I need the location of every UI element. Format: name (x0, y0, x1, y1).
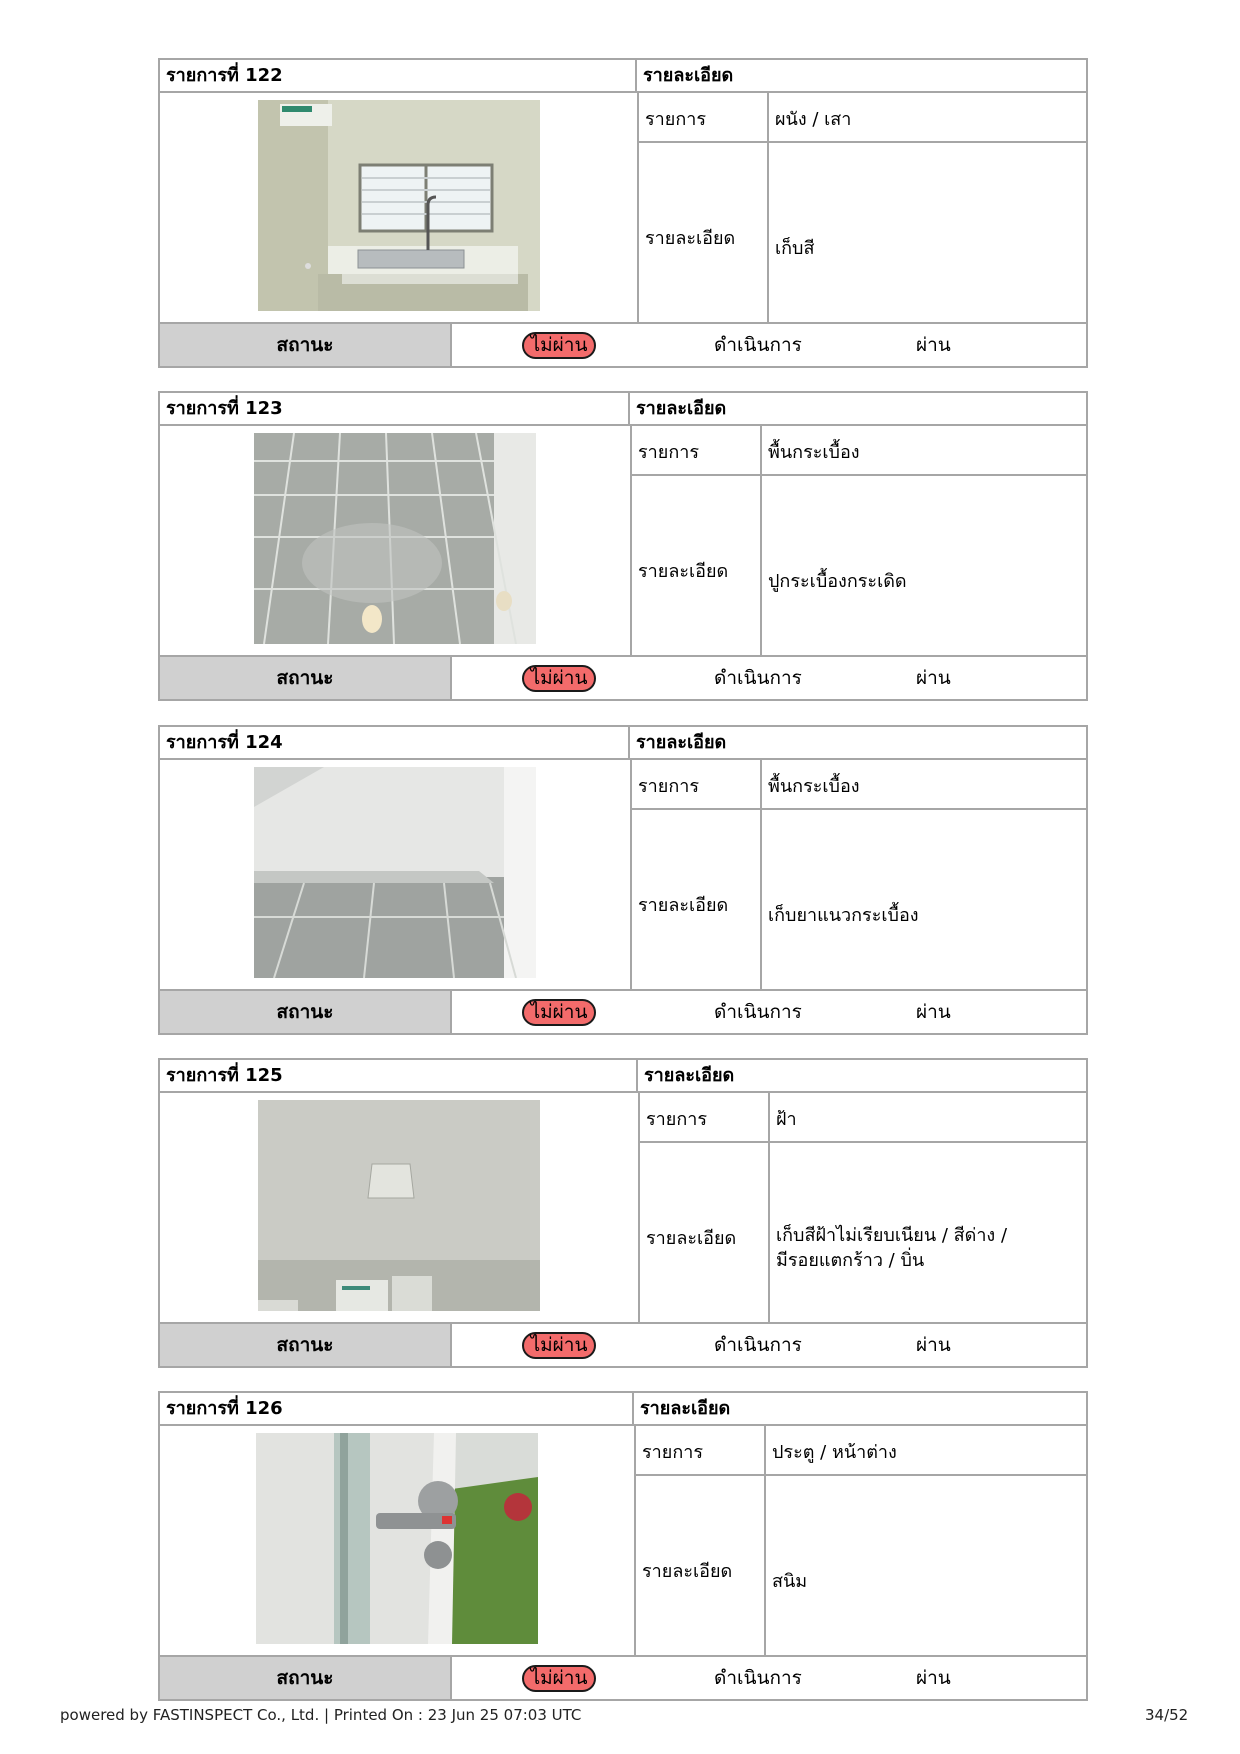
status-fail-badge[interactable]: ไม่ผ่าน (522, 332, 596, 359)
item-value: พื้นกระเบื้อง (768, 776, 860, 797)
status-bar (160, 1655, 1086, 1699)
status-pass-option[interactable]: ผ่าน (916, 1334, 951, 1356)
status-in-progress-option[interactable]: ดำเนินการ (714, 1667, 802, 1689)
item-value: ผนัง / เสา (775, 109, 852, 130)
item-label: รายการ (645, 109, 706, 130)
detail-header: รายละเอียด (635, 60, 1086, 93)
item-value: ประตู / หน้าต่าง (772, 1442, 897, 1463)
detail-label: รายละเอียด (642, 1561, 733, 1582)
status-in-progress-option[interactable]: ดำเนินการ (714, 1334, 802, 1356)
status-in-progress-option[interactable]: ดำเนินการ (714, 667, 802, 689)
detail-value: เก็บสี (775, 238, 815, 259)
page-number: 34/52 (1145, 1706, 1189, 1724)
status-fail-badge[interactable]: ไม่ผ่าน (522, 999, 596, 1026)
status-pass-option[interactable]: ผ่าน (916, 1001, 951, 1023)
detail-value: สนิม (772, 1571, 808, 1592)
item-label: รายการ (646, 1109, 707, 1130)
status-bar (160, 989, 1086, 1033)
status-label: สถานะ (160, 657, 452, 699)
inspection-card (158, 58, 1088, 368)
inspection-card (158, 391, 1088, 701)
kitchen-sink-photo (258, 100, 540, 311)
inspection-card (158, 1058, 1088, 1368)
inspection-card (158, 725, 1088, 1035)
detail-header: รายละเอียด (636, 1060, 1086, 1093)
status-fail-badge[interactable]: ไม่ผ่าน (522, 1665, 596, 1692)
detail-value: ปูกระเบื้องกระเดิด (768, 571, 907, 592)
status-pass-option[interactable]: ผ่าน (916, 1667, 951, 1689)
status-in-progress-option[interactable]: ดำเนินการ (714, 1001, 802, 1023)
status-pass-option[interactable]: ผ่าน (916, 334, 951, 356)
status-label: สถานะ (160, 991, 452, 1033)
status-fail-badge[interactable]: ไม่ผ่าน (522, 665, 596, 692)
item-label: รายการ (638, 776, 699, 797)
item-value: พื้นกระเบื้อง (768, 442, 860, 463)
item-label: รายการ (642, 1442, 703, 1463)
status-bar (160, 322, 1086, 366)
footer-credit: powered by FASTINSPECT Co., Ltd. | Printed On : 23 Jun 25 07:03 UTC (60, 1706, 582, 1724)
status-label: สถานะ (160, 1324, 452, 1366)
floor-tile-photo (254, 433, 536, 644)
status-in-progress-option[interactable]: ดำเนินการ (714, 334, 802, 356)
inspection-card (158, 1391, 1088, 1701)
detail-header: รายละเอียด (628, 393, 1086, 426)
status-label: สถานะ (160, 324, 452, 366)
item-value: ฝ้า (776, 1109, 797, 1130)
detail-value: เก็บสีฝ้าไม่เรียบเนียน / สีด่าง / มีรอยแตกร้าว / บิ่น (776, 1225, 1008, 1271)
status-bar (160, 1322, 1086, 1366)
detail-label: รายละเอียด (638, 895, 729, 916)
item-title: รายการที่ 123 (160, 393, 630, 426)
status-fail-badge[interactable]: ไม่ผ่าน (522, 1332, 596, 1359)
status-label: สถานะ (160, 1657, 452, 1699)
status-bar (160, 655, 1086, 699)
detail-header: รายละเอียด (628, 727, 1086, 760)
status-pass-option[interactable]: ผ่าน (916, 667, 951, 689)
detail-label: รายละเอียด (645, 228, 736, 249)
item-title: รายการที่ 126 (160, 1393, 634, 1426)
item-title: รายการที่ 124 (160, 727, 630, 760)
item-title: รายการที่ 125 (160, 1060, 638, 1093)
detail-label: รายละเอียด (638, 561, 729, 582)
ceiling-photo (258, 1100, 540, 1311)
detail-header: รายละเอียด (632, 1393, 1086, 1426)
detail-value: เก็บยาแนวกระเบื้อง (768, 905, 919, 926)
wall-floor-corner-photo (254, 767, 536, 978)
item-label: รายการ (638, 442, 699, 463)
item-title: รายการที่ 122 (160, 60, 637, 93)
detail-label: รายละเอียด (646, 1228, 737, 1249)
door-handle-photo (256, 1433, 538, 1644)
